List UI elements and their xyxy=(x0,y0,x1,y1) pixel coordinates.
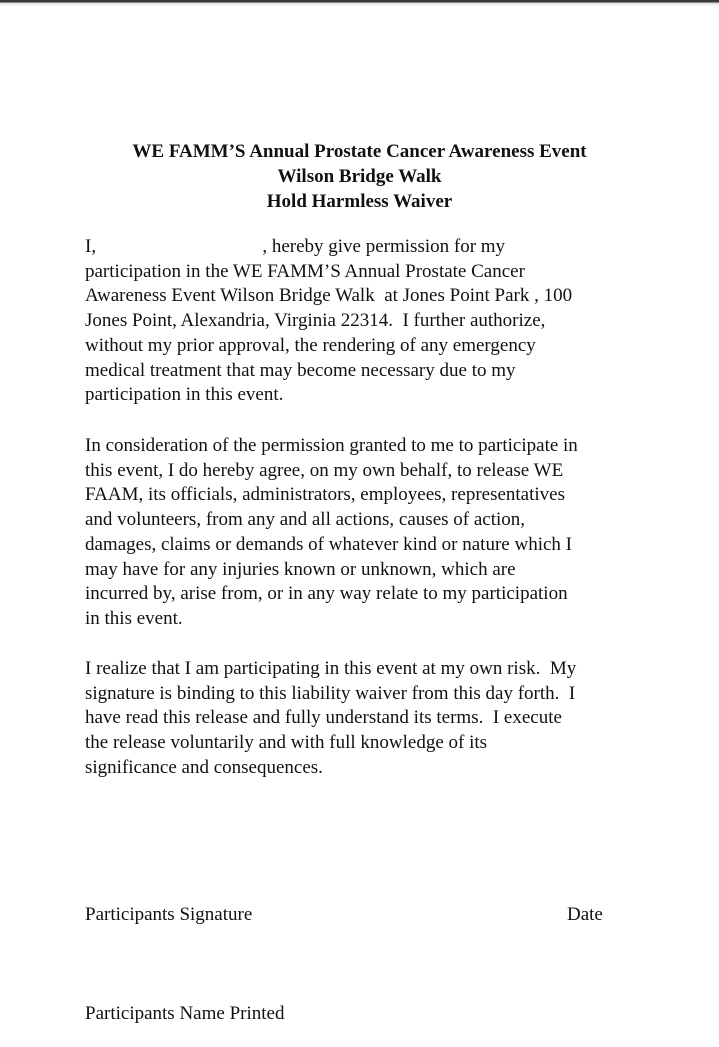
top-edge-shadow xyxy=(0,0,719,6)
paragraph-line: may have for any injuries known or unknown, which are xyxy=(85,558,516,580)
date-label: Date xyxy=(567,904,603,925)
paragraph-line: Awareness Event Wilson Bridge Walk at Jones Point Park , 100 xyxy=(85,285,573,307)
paragraph-line: incurred by, arise from, or in any way relate to my participation xyxy=(85,583,568,605)
paragraph-line: the release voluntarily and with full knowledge of its xyxy=(85,732,488,754)
paragraph-line: in this event. xyxy=(85,607,183,629)
document-title xyxy=(0,139,719,214)
paragraph-line: damages, claims or demands of whatever kind or nature which I xyxy=(85,533,572,555)
paragraph-line: participation in this event. xyxy=(85,384,284,406)
release-paragraph xyxy=(85,434,645,632)
participant-name-label: Participants Name Printed xyxy=(85,1003,285,1024)
paragraph-line: this event, I do hereby agree, on my own behalf, to release WE xyxy=(85,459,564,481)
paragraph-line: I realize that I am participating in this event at my own risk. My xyxy=(85,658,577,679)
paragraph-line: In consideration of the permission granted to me to participate in xyxy=(85,435,578,456)
title-line-waiver: Hold Harmless Waiver xyxy=(266,191,453,212)
paragraph-line: and volunteers, from any and all actions, causes of action, xyxy=(85,509,526,531)
permission-paragraph xyxy=(85,235,645,408)
risk-acknowledgement-paragraph xyxy=(85,657,645,781)
paragraph-line: medical treatment that may become necessary due to my xyxy=(85,359,516,381)
paragraph-line: have read this release and fully understand its terms. I execute xyxy=(85,707,562,729)
participant-signature-label: Participants Signature xyxy=(85,904,253,925)
paragraph-line: I, , hereby give permission for my xyxy=(85,236,506,257)
paragraph-line: FAAM, its officials, administrators, employees, representatives xyxy=(85,484,566,506)
paragraph-line: signature is binding to this liability waiver from this day forth. I xyxy=(85,682,576,704)
title-line-walk: Wilson Bridge Walk xyxy=(277,166,442,187)
paragraph-line: participation in the WE FAMM’S Annual Prostate Cancer xyxy=(85,260,525,282)
paragraph-line: without my prior approval, the rendering of any emergency xyxy=(85,334,536,356)
paragraph-line: significance and consequences. xyxy=(85,756,323,778)
paragraph-line: Jones Point, Alexandria, Virginia 22314. I further authorize, xyxy=(85,310,546,332)
title-line-event: WE FAMM’S Annual Prostate Cancer Awareness Event xyxy=(132,141,587,162)
